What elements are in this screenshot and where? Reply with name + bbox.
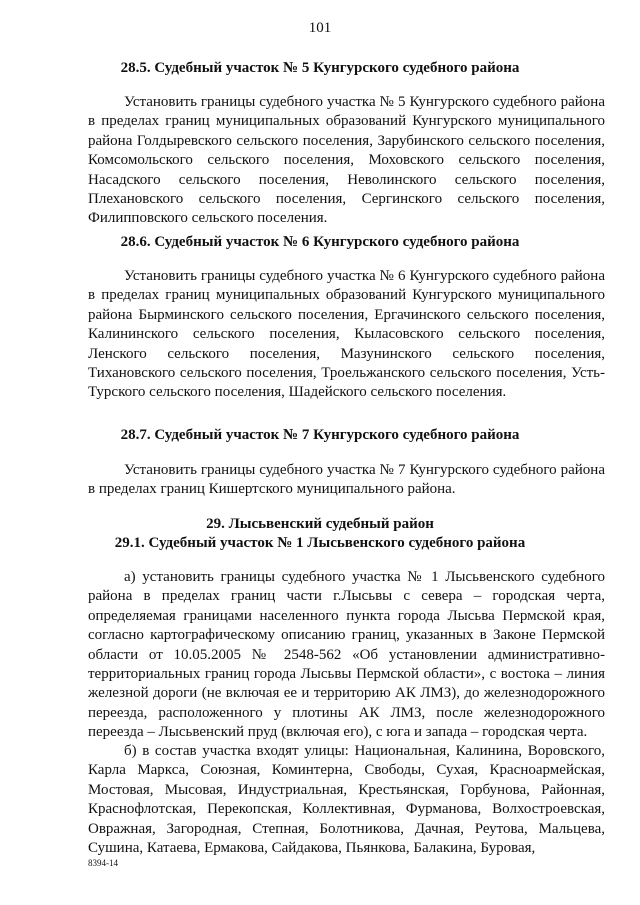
paragraph-text: Установить границы судебного участка № 7 Кунгурского судебного района в пределах границ Кишертского муниципального района.: [88, 462, 605, 498]
section-heading-28-5: 28.5. Судебный участок № 5 Кунгурского судебного района: [120, 60, 520, 76]
paragraph-b: [88, 742, 605, 858]
paragraph-text: б) в состав участка входят улицы: Национальная, Калинина, Воровского, Карла Маркса, Союзная, Коминтерна, Свободы, Сухая, Красноармейская, Мостовая, Мысовая, Индустриальная, Крестьянская, Горбунова, Районная, Краснофлотская, Перекопская, Коллективная, Фурманова, Волхостроевская, Овражная, Загородная, Степная, Болотникова, Дачная, Реутова, Мальцева, Сушина, Катаева, Ермакова, Сайдакова, Пьянкова, Балакина, Буровая,: [88, 743, 605, 857]
section-heading-28-6: 28.6. Судебный участок № 6 Кунгурского судебного района: [120, 234, 520, 250]
paragraph-text: а) установить границы судебного участка № 1 Лысьвенского судебного района в пределах границ части г.Лысьвы с севера – городская черта, определяемая границами населенного пункта города Лысьва Пермской края, согласно картографическому описанию границ, указанных в Законе Пермской области от 10.05.2005 № 2548-562 «Об установлении административно-территориальных границ города Лысьвы Пермской области», с востока – линия железной дороги (не включая ее и территорию АК ЛМЗ), до железнодорожного переезда, расположенного у плотины АК ЛМЗ, после железнодорожного переезда – Лысьвенский пруд (включая его), с юга и запада – городская черта.: [88, 569, 605, 741]
district-heading: 29. Лысьвенский судебный район: [206, 516, 434, 532]
footer-code: 8394-14: [88, 858, 118, 868]
paragraph-text: Установить границы судебного участка № 6 Кунгурского судебного района в пределах границ муниципальных образований Кунгурского муниципального района Бырминского сельского поселения, Ергачинского сельского поселения, Калининского сельского поселения, Кыласовского сельского поселения, Ленского сельского поселения, Мазунинского сельского поселения, Тихановского сельского поселения, Троельжанского сельского поселения, Усть-Турского сельского поселения, Шадейского сельского поселения.: [88, 268, 605, 401]
section-heading-28-7: 28.7. Судебный участок № 7 Кунгурского судебного района: [120, 427, 520, 443]
section-paragraph-28-7: [88, 461, 605, 500]
page-number: 101: [308, 20, 332, 36]
section-paragraph-28-5: [88, 93, 605, 229]
section-paragraph-28-6: [88, 267, 605, 403]
subsection-heading-29-1: 29.1. Судебный участок № 1 Лысьвенского судебного района: [114, 535, 526, 551]
paragraph-text: Установить границы судебного участка № 5 Кунгурского судебного района в пределах границ муниципальных образований Кунгурского муниципального района Голдыревского сельского поселения, Зарубинского сельского поселения, Комсомольского сельского поселения, Моховского сельского поселения, Насадского сельского поселения, Неволинского сельского поселения, Плехановского сельского поселения, Сергинского сельского поселения, Филипповского сельского поселения.: [88, 94, 605, 227]
paragraph-a: [88, 568, 605, 743]
